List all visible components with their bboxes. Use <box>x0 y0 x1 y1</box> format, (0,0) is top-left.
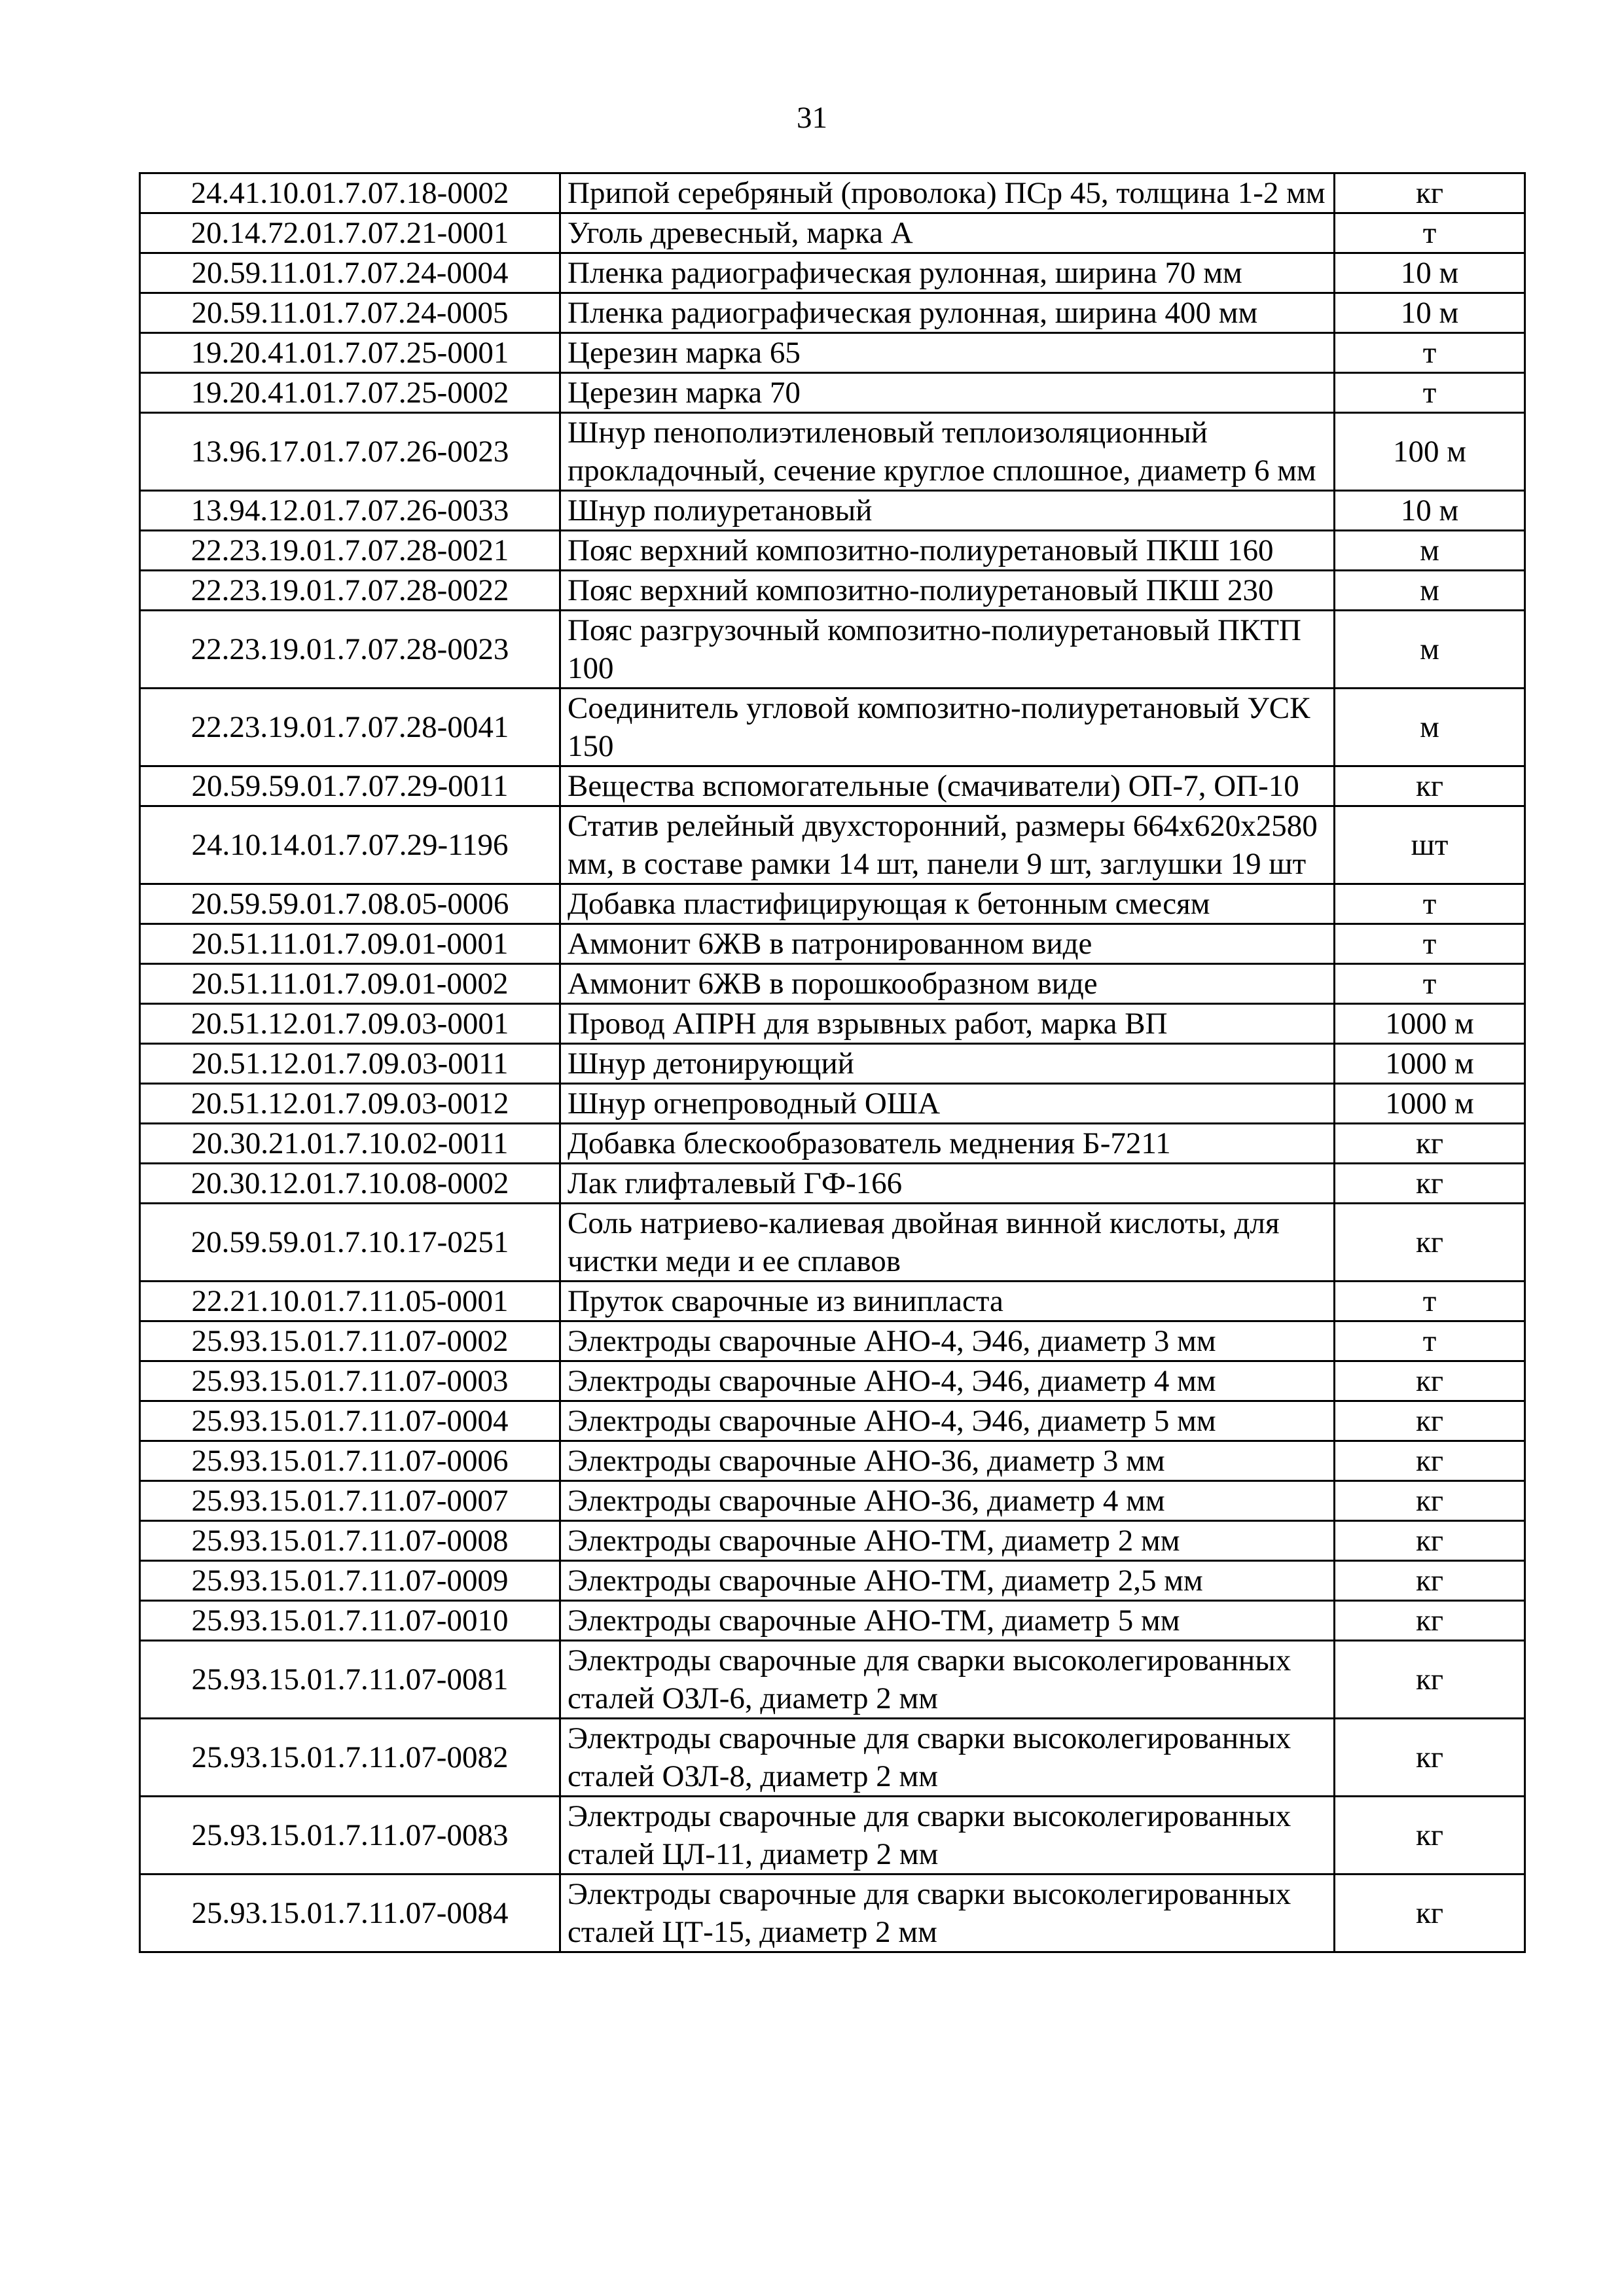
item-unit-cell: м <box>1335 531 1525 571</box>
table-row <box>140 1204 1525 1282</box>
item-unit-cell: 10 м <box>1335 293 1525 333</box>
item-unit-cell: м <box>1335 611 1525 689</box>
item-code-cell: 25.93.15.01.7.11.07-0081 <box>140 1641 560 1719</box>
table-row <box>140 806 1525 884</box>
table-row <box>140 531 1525 571</box>
item-unit-cell: 1000 м <box>1335 1044 1525 1084</box>
item-name-cell: Электроды сварочные АНО-ТМ, диаметр 2,5 мм <box>560 1561 1335 1601</box>
item-code-cell: 25.93.15.01.7.11.07-0009 <box>140 1561 560 1601</box>
item-code-cell: 13.96.17.01.7.07.26-0023 <box>140 413 560 491</box>
item-code-cell: 25.93.15.01.7.11.07-0007 <box>140 1481 560 1521</box>
table-row <box>140 571 1525 611</box>
item-unit-cell: кг <box>1335 1641 1525 1719</box>
item-name-cell: Электроды сварочные АНО-4, Э46, диаметр 5 мм <box>560 1401 1335 1441</box>
item-name-cell: Шнур огнепроводный ОША <box>560 1084 1335 1124</box>
item-code-cell: 20.59.11.01.7.07.24-0005 <box>140 293 560 333</box>
item-code-cell: 13.94.12.01.7.07.26-0033 <box>140 491 560 531</box>
item-name-cell: Церезин марка 65 <box>560 333 1335 373</box>
item-unit-cell: кг <box>1335 1601 1525 1641</box>
table-row <box>140 213 1525 253</box>
item-unit-cell: кг <box>1335 1719 1525 1797</box>
item-code-cell: 20.14.72.01.7.07.21-0001 <box>140 213 560 253</box>
item-code-cell: 19.20.41.01.7.07.25-0002 <box>140 373 560 413</box>
item-name-cell: Электроды сварочные АНО-ТМ, диаметр 5 мм <box>560 1601 1335 1641</box>
item-name-cell: Электроды сварочные АНО-ТМ, диаметр 2 мм <box>560 1521 1335 1561</box>
item-unit-cell: 10 м <box>1335 253 1525 293</box>
item-code-cell: 22.21.10.01.7.11.05-0001 <box>140 1282 560 1321</box>
table-row <box>140 1601 1525 1641</box>
item-name-cell: Пояс верхний композитно-полиуретановый ПКШ 230 <box>560 571 1335 611</box>
item-name-cell: Припой серебряный (проволока) ПСр 45, толщина 1-2 мм <box>560 173 1335 213</box>
table-row <box>140 1321 1525 1361</box>
item-code-cell: 22.23.19.01.7.07.28-0021 <box>140 531 560 571</box>
table-row <box>140 373 1525 413</box>
item-name-cell: Пояс верхний композитно-полиуретановый ПКШ 160 <box>560 531 1335 571</box>
item-unit-cell: т <box>1335 924 1525 964</box>
item-code-cell: 20.59.11.01.7.07.24-0004 <box>140 253 560 293</box>
table-row <box>140 1719 1525 1797</box>
item-unit-cell: кг <box>1335 1561 1525 1601</box>
table-row <box>140 1874 1525 1952</box>
item-unit-cell: т <box>1335 884 1525 924</box>
item-name-cell: Пленка радиографическая рулонная, ширина 70 мм <box>560 253 1335 293</box>
item-name-cell: Провод АПРН для взрывных работ, марка ВП <box>560 1004 1335 1044</box>
item-name-cell: Электроды сварочные АНО-36, диаметр 4 мм <box>560 1481 1335 1521</box>
item-code-cell: 25.93.15.01.7.11.07-0083 <box>140 1797 560 1874</box>
table-row <box>140 1521 1525 1561</box>
table-row <box>140 1124 1525 1164</box>
item-code-cell: 20.51.11.01.7.09.01-0001 <box>140 924 560 964</box>
item-unit-cell: т <box>1335 333 1525 373</box>
item-code-cell: 22.23.19.01.7.07.28-0041 <box>140 689 560 766</box>
item-name-cell: Электроды сварочные АНО-36, диаметр 3 мм <box>560 1441 1335 1481</box>
item-code-cell: 20.51.12.01.7.09.03-0012 <box>140 1084 560 1124</box>
item-code-cell: 25.93.15.01.7.11.07-0010 <box>140 1601 560 1641</box>
item-name-cell: Соединитель угловой композитно-полиуретановый УСК 150 <box>560 689 1335 766</box>
table-row <box>140 689 1525 766</box>
table-row <box>140 1164 1525 1204</box>
item-unit-cell: кг <box>1335 1521 1525 1561</box>
table-row <box>140 293 1525 333</box>
item-code-cell: 20.51.12.01.7.09.03-0011 <box>140 1044 560 1084</box>
item-name-cell: Электроды сварочные для сварки высоколегированных сталей ЦТ-15, диаметр 2 мм <box>560 1874 1335 1952</box>
item-name-cell: Шнур полиуретановый <box>560 491 1335 531</box>
table-row <box>140 333 1525 373</box>
item-unit-cell: кг <box>1335 1481 1525 1521</box>
item-unit-cell: т <box>1335 213 1525 253</box>
item-unit-cell: кг <box>1335 1361 1525 1401</box>
item-code-cell: 24.10.14.01.7.07.29-1196 <box>140 806 560 884</box>
item-name-cell: Аммонит 6ЖВ в патронированном виде <box>560 924 1335 964</box>
item-name-cell: Электроды сварочные для сварки высоколегированных сталей ОЗЛ-8, диаметр 2 мм <box>560 1719 1335 1797</box>
item-code-cell: 20.30.12.01.7.10.08-0002 <box>140 1164 560 1204</box>
item-name-cell: Церезин марка 70 <box>560 373 1335 413</box>
item-name-cell: Уголь древесный, марка А <box>560 213 1335 253</box>
table-row <box>140 1361 1525 1401</box>
materials-table <box>139 172 1526 1953</box>
item-name-cell: Добавка пластифицирующая к бетонным смесям <box>560 884 1335 924</box>
item-unit-cell: 10 м <box>1335 491 1525 531</box>
item-code-cell: 25.93.15.01.7.11.07-0084 <box>140 1874 560 1952</box>
item-unit-cell: м <box>1335 571 1525 611</box>
item-unit-cell: т <box>1335 373 1525 413</box>
table-row <box>140 253 1525 293</box>
table-row <box>140 924 1525 964</box>
item-code-cell: 22.23.19.01.7.07.28-0022 <box>140 571 560 611</box>
item-code-cell: 25.93.15.01.7.11.07-0008 <box>140 1521 560 1561</box>
item-name-cell: Электроды сварочные АНО-4, Э46, диаметр 4 мм <box>560 1361 1335 1401</box>
table-row <box>140 1282 1525 1321</box>
item-unit-cell: кг <box>1335 1204 1525 1282</box>
item-name-cell: Электроды сварочные для сварки высоколегированных сталей ЦЛ-11, диаметр 2 мм <box>560 1797 1335 1874</box>
item-unit-cell: кг <box>1335 1797 1525 1874</box>
item-unit-cell: кг <box>1335 1124 1525 1164</box>
item-code-cell: 20.30.21.01.7.10.02-0011 <box>140 1124 560 1164</box>
table-row <box>140 766 1525 806</box>
item-unit-cell: 1000 м <box>1335 1004 1525 1044</box>
table-row <box>140 884 1525 924</box>
item-unit-cell: кг <box>1335 766 1525 806</box>
item-unit-cell: кг <box>1335 1401 1525 1441</box>
item-code-cell: 25.93.15.01.7.11.07-0082 <box>140 1719 560 1797</box>
table-row <box>140 1044 1525 1084</box>
item-unit-cell: т <box>1335 1321 1525 1361</box>
item-name-cell: Пруток сварочные из винипласта <box>560 1282 1335 1321</box>
item-unit-cell: кг <box>1335 1874 1525 1952</box>
item-name-cell: Электроды сварочные для сварки высоколегированных сталей ОЗЛ-6, диаметр 2 мм <box>560 1641 1335 1719</box>
table-row <box>140 413 1525 491</box>
item-name-cell: Соль натриево-калиевая двойная винной кислоты, для чистки меди и ее сплавов <box>560 1204 1335 1282</box>
table-row <box>140 611 1525 689</box>
item-unit-cell: кг <box>1335 1441 1525 1481</box>
item-code-cell: 20.59.59.01.7.08.05-0006 <box>140 884 560 924</box>
item-name-cell: Электроды сварочные АНО-4, Э46, диаметр 3 мм <box>560 1321 1335 1361</box>
item-code-cell: 20.51.11.01.7.09.01-0002 <box>140 964 560 1004</box>
item-unit-cell: т <box>1335 964 1525 1004</box>
table-row <box>140 1481 1525 1521</box>
item-unit-cell: 1000 м <box>1335 1084 1525 1124</box>
table-row <box>140 173 1525 213</box>
item-unit-cell: шт <box>1335 806 1525 884</box>
item-code-cell: 25.93.15.01.7.11.07-0003 <box>140 1361 560 1401</box>
table-row <box>140 491 1525 531</box>
page-number: 31 <box>797 101 827 135</box>
item-name-cell: Лак глифталевый ГФ-166 <box>560 1164 1335 1204</box>
item-unit-cell: 100 м <box>1335 413 1525 491</box>
item-code-cell: 25.93.15.01.7.11.07-0002 <box>140 1321 560 1361</box>
table-body <box>140 173 1525 1952</box>
item-name-cell: Вещества вспомогательные (смачиватели) ОП-7, ОП-10 <box>560 766 1335 806</box>
item-code-cell: 20.51.12.01.7.09.03-0001 <box>140 1004 560 1044</box>
item-code-cell: 24.41.10.01.7.07.18-0002 <box>140 173 560 213</box>
item-name-cell: Шнур пенополиэтиленовый теплоизоляционный прокладочный, сечение круглое сплошное, диаметр 6 мм <box>560 413 1335 491</box>
item-code-cell: 25.93.15.01.7.11.07-0004 <box>140 1401 560 1441</box>
item-name-cell: Пояс разгрузочный композитно-полиуретановый ПКТП 100 <box>560 611 1335 689</box>
table-row <box>140 1441 1525 1481</box>
table-row <box>140 1797 1525 1874</box>
table-row <box>140 964 1525 1004</box>
table-row <box>140 1004 1525 1044</box>
item-code-cell: 22.23.19.01.7.07.28-0023 <box>140 611 560 689</box>
item-code-cell: 20.59.59.01.7.10.17-0251 <box>140 1204 560 1282</box>
table-row <box>140 1401 1525 1441</box>
item-name-cell: Пленка радиографическая рулонная, ширина 400 мм <box>560 293 1335 333</box>
item-unit-cell: м <box>1335 689 1525 766</box>
item-name-cell: Аммонит 6ЖВ в порошкообразном виде <box>560 964 1335 1004</box>
item-unit-cell: т <box>1335 1282 1525 1321</box>
item-unit-cell: кг <box>1335 1164 1525 1204</box>
item-name-cell: Шнур детонирующий <box>560 1044 1335 1084</box>
table-row <box>140 1561 1525 1601</box>
item-code-cell: 25.93.15.01.7.11.07-0006 <box>140 1441 560 1481</box>
item-code-cell: 19.20.41.01.7.07.25-0001 <box>140 333 560 373</box>
item-name-cell: Статив релейный двухсторонний, размеры 664х620х2580 мм, в составе рамки 14 шт, панели 9 шт, заглушки 19 шт <box>560 806 1335 884</box>
item-code-cell: 20.59.59.01.7.07.29-0011 <box>140 766 560 806</box>
item-name-cell: Добавка блескообразователь меднения Б-7211 <box>560 1124 1335 1164</box>
table-row <box>140 1641 1525 1719</box>
item-unit-cell: кг <box>1335 173 1525 213</box>
table-row <box>140 1084 1525 1124</box>
